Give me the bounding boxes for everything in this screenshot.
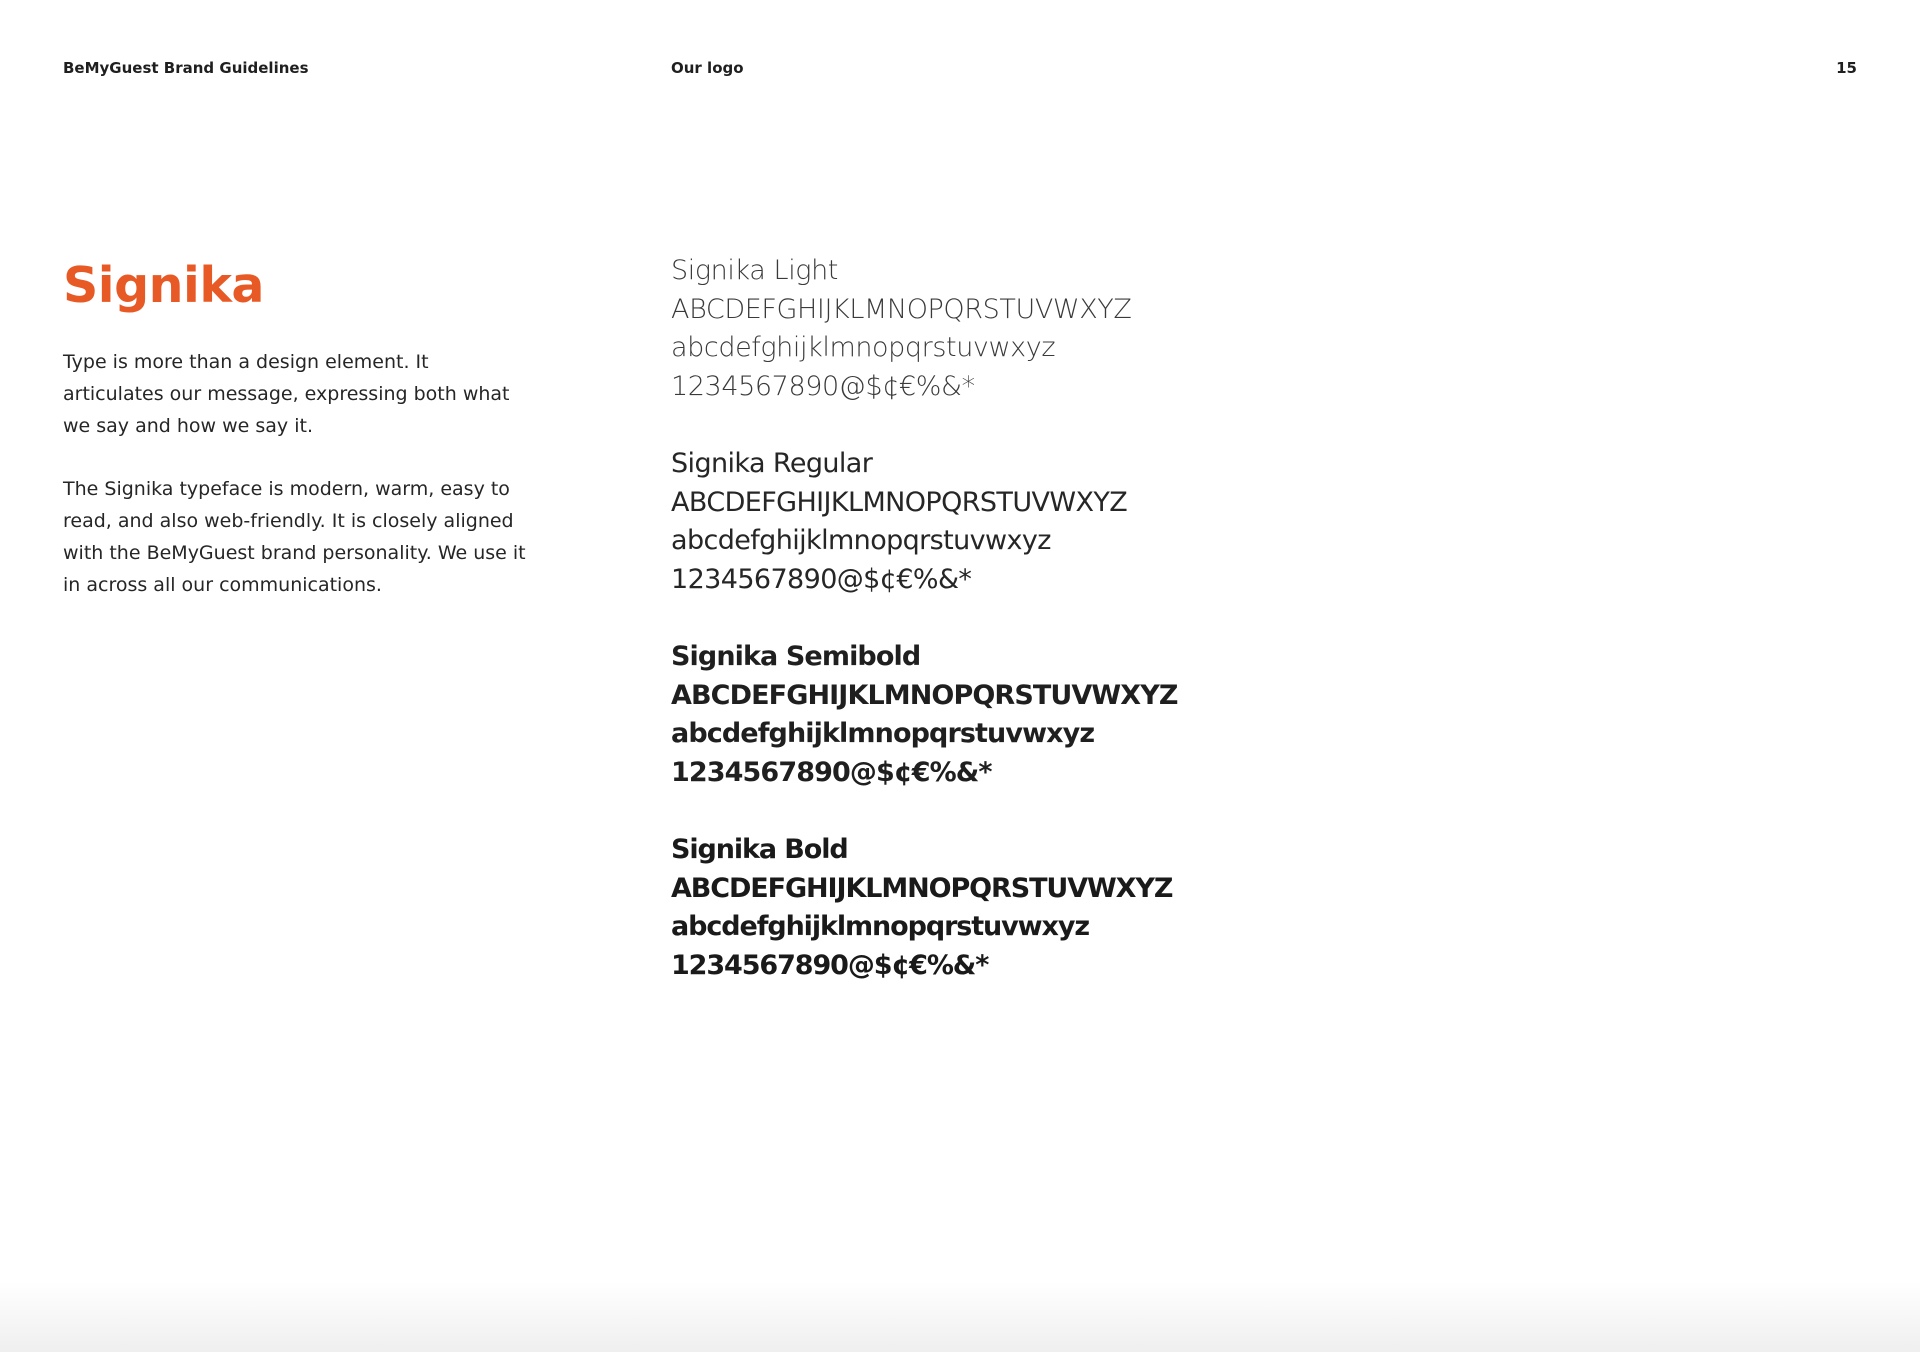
type-specimens [671, 252, 1231, 1024]
specimen-uppercase: ABCDEFGHIJKLMNOPQRSTUVWXYZ [671, 679, 1178, 711]
specimen-uppercase: ABCDEFGHIJKLMNOPQRSTUVWXYZ [671, 293, 1132, 325]
specimen-lowercase: abcdefghijklmnopqrstuvwxyz [671, 911, 1089, 942]
specimen-name: Signika Semibold [671, 641, 921, 672]
document-title: BeMyGuest Brand Guidelines [63, 59, 309, 77]
specimen-regular [671, 445, 1231, 599]
specimen-lowercase: abcdefghijklmnopqrstuvwxyz [671, 332, 1056, 363]
typeface-heading: Signika [63, 257, 264, 314]
specimen-uppercase: ABCDEFGHIJKLMNOPQRSTUVWXYZ [671, 486, 1128, 518]
specimen-numerals: 1234567890@$¢€%&* [671, 370, 975, 402]
specimen-lowercase: abcdefghijklmnopqrstuvwxyz [671, 718, 1095, 749]
specimen-numerals: 1234567890@$¢€%&* [671, 563, 972, 595]
specimen-light [671, 252, 1231, 406]
specimen-numerals: 1234567890@$¢€%&* [671, 756, 992, 788]
section-title: Our logo [671, 59, 744, 77]
specimen-semibold [671, 638, 1231, 792]
intro-paragraph: Type is more than a design element. It articulates our message, expressing both what we say and how we say it. [63, 351, 510, 437]
specimen-uppercase: ABCDEFGHIJKLMNOPQRSTUVWXYZ [671, 872, 1173, 904]
specimen-name: Signika Light [671, 255, 838, 286]
page-number: 15 [1836, 59, 1857, 77]
page-bottom-shade [0, 1282, 1920, 1352]
intro-paragraph: The Signika typeface is modern, warm, easy to read, and also web-friendly. It is closely aligned with the BeMyGuest brand personality. We use it in across all our communications. [63, 478, 526, 596]
specimen-bold [671, 831, 1231, 985]
specimen-lowercase: abcdefghijklmnopqrstuvwxyz [671, 525, 1051, 556]
specimen-name: Signika Regular [671, 448, 873, 479]
specimen-numerals: 1234567890@$¢€%&* [671, 949, 989, 981]
specimen-name: Signika Bold [671, 834, 848, 865]
